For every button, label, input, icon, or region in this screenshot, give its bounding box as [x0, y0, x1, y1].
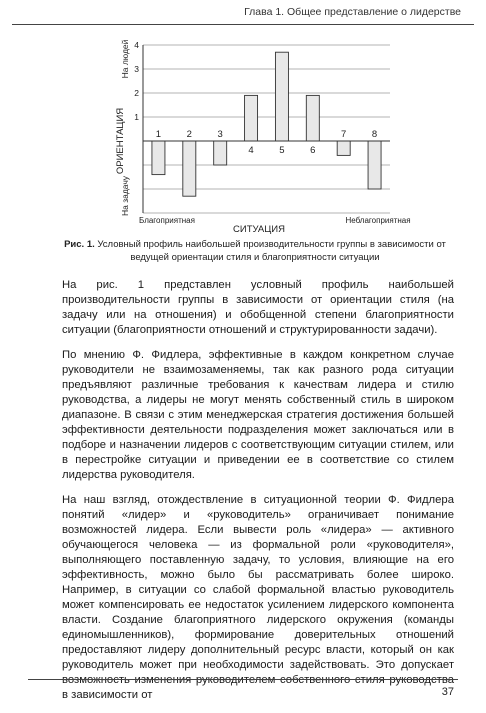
- figure-caption-text: Условный профиль наибольшей производительности группы в зависимости от ведущей ориентации стиля и благоприятности ситуации: [94, 239, 446, 263]
- chart-grid: [143, 45, 390, 213]
- y-axis-label-bottom: На задачу: [120, 175, 130, 217]
- y-tick-label: 4: [134, 40, 139, 50]
- bar-situation-6: [306, 95, 319, 141]
- category-label: 5: [279, 145, 285, 156]
- category-label: 6: [310, 145, 316, 156]
- chart-bars: [152, 52, 381, 196]
- situation-chart: [0, 0, 486, 236]
- y-axis-label-top: На людей: [120, 39, 130, 79]
- body-text: [62, 278, 454, 713]
- bar-situation-4: [245, 95, 258, 141]
- y-tick-label: 1: [134, 112, 139, 122]
- y-tick-label: 2: [134, 88, 139, 98]
- category-label: 4: [248, 145, 254, 156]
- chapter-title: Глава 1. Общее представление о лидерстве: [244, 6, 461, 18]
- paragraph: На рис. 1 представлен условный профиль наибольшей производительности группы в зависимости от ориентации стиля (на задачу или на отношения) и обобщенной степени благоприятности ситуации (благоприятности отношений и структурированности задачи).: [62, 279, 454, 336]
- paragraph: На наш взгляд, отождествление в ситуационной теории Ф. Фидлера понятий «лидер» и «руководитель» ограничивает понимание возможностей лидера. Если вывести роль «лидера» — активного обучающегося человека — из формальной роли «руководителя», выполняющего поставленную задачу, то условия, влияющие на его эффективность, можно было бы рассматривать более широко. Например, в ситуации со слабой формальной властью руководитель может компенсировать ее недостаток усилением лидерского компонента власти. Создание благоприятного лидерского окружения (команды единомышленников), формирование доверительных отношений предоставляют лидеру дополнительный ресурс власти, который он как руководитель может при необходимости задействовать. Это допускает возможность изменения руководителем собственного стиля руководства в зависимости от: [62, 494, 454, 701]
- y-tick-label: 3: [134, 64, 139, 74]
- bar-situation-1: [152, 141, 165, 175]
- category-label: 1: [155, 129, 162, 140]
- bar-situation-5: [275, 52, 288, 141]
- bar-situation-8: [368, 141, 381, 189]
- category-label: 7: [341, 129, 347, 140]
- footer-divider: [28, 679, 458, 680]
- x-axis-label-left: Благоприятная: [139, 216, 195, 225]
- y-axis-label: ОРИЕНТАЦИЯ: [115, 107, 126, 175]
- category-label: 2: [186, 129, 192, 140]
- x-axis-label-right: Неблагоприятная: [345, 216, 411, 225]
- category-label: 8: [371, 129, 378, 140]
- paragraph: По мнению Ф. Фидлера, эффективные в каждом конкретном случае руководители не взаимозаменяемы, так как разного рода ситуации предъявляют различные требования к качествам лидера и стилю руководства, а лидеры не могут менять собственный стиль в широком диапазоне. В связи с этим менеджерская стратегия достижения большей эффективности деятельности подразделения может заключаться или в подборе и назначении лидеров с соответствующим ситуации стилем, или в перестройке ситуации и приведении ее в соответствие со стилем лидерства руководителя.: [62, 349, 454, 481]
- bar-situation-3: [214, 141, 227, 165]
- x-axis-label: СИТУАЦИЯ: [233, 224, 285, 235]
- figure-caption: [60, 238, 450, 264]
- category-label: 3: [217, 129, 223, 140]
- page-number: 37: [441, 686, 454, 698]
- bar-situation-2: [183, 141, 196, 196]
- y-tick-labels: [134, 40, 139, 122]
- figure-caption-label: Рис. 1.: [64, 239, 95, 250]
- bar-situation-7: [337, 141, 350, 155]
